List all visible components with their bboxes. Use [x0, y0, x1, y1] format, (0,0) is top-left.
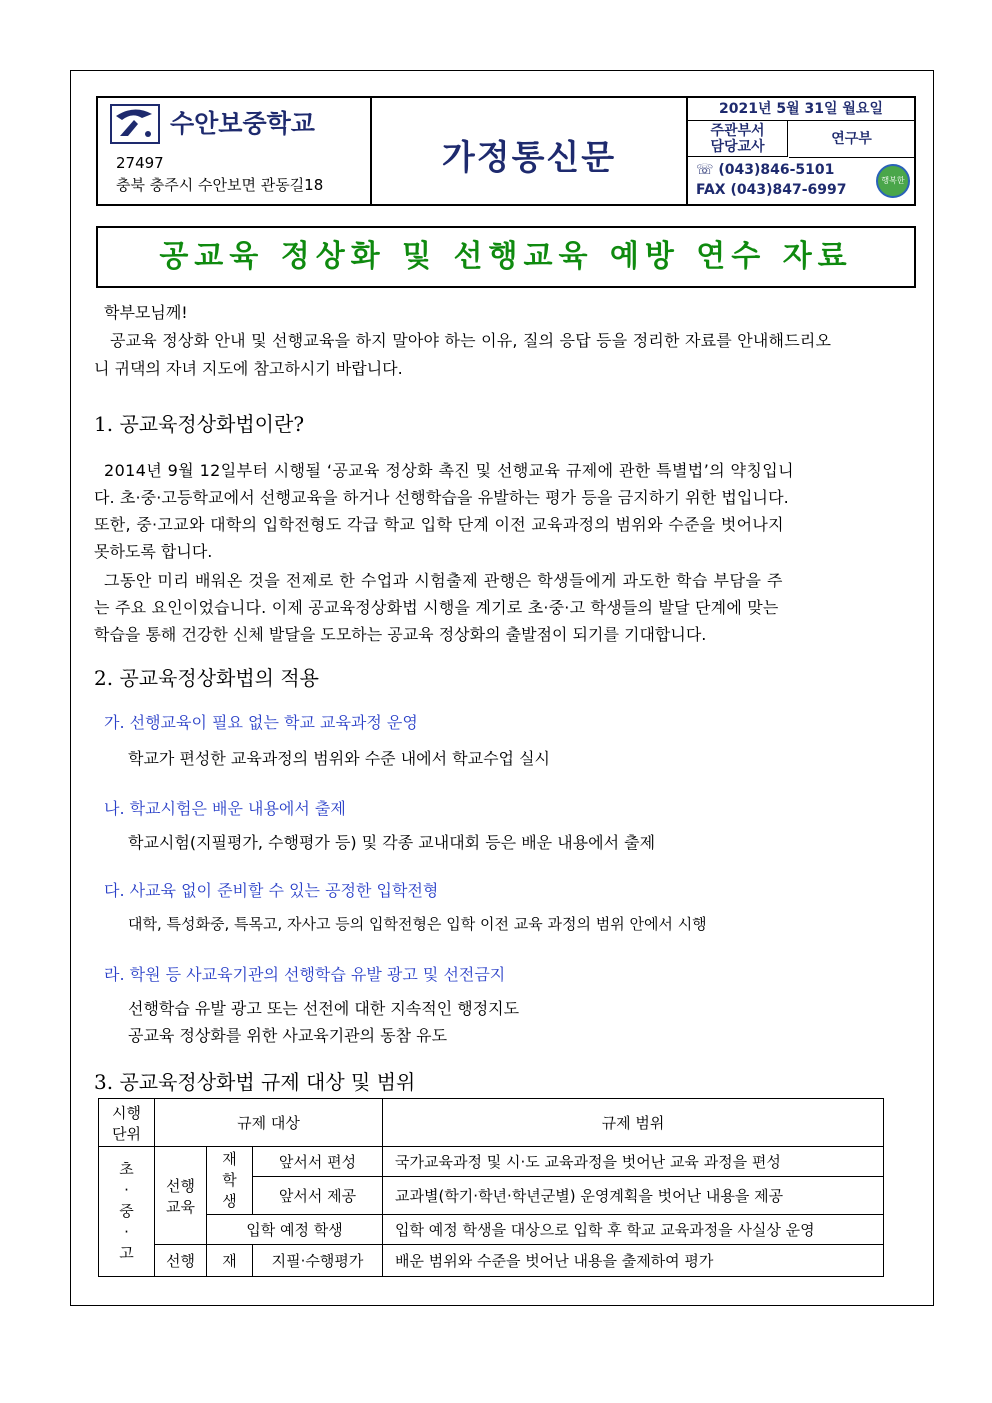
- group-label-1: 선행: [166, 1176, 195, 1195]
- greeting: 학부모님께!: [104, 303, 188, 322]
- enrolled-char: 재: [222, 1150, 237, 1168]
- intro-line-2: 니 귀댁의 자녀 지도에 참고하시기 바랍니다.: [94, 359, 403, 378]
- group-cell: 선행: [155, 1245, 207, 1277]
- s1-line: 또한, 중·고교와 대학의 입학전형도 각급 학교 입학 단계 이전 교육과정의 범위와 수준을 벗어나지: [94, 515, 784, 534]
- phone-number: ☏ (043)846-5101: [696, 162, 835, 178]
- dept-value: 연구부: [789, 121, 914, 158]
- section-3-title: 3. 공교육정상화법 규제 대상 및 범위: [94, 1070, 416, 1094]
- topic-banner: [96, 226, 916, 288]
- scope-cell: 입학 예정 학생을 대상으로 입학 후 학교 교육과정을 사실상 운영: [383, 1215, 884, 1245]
- school-logo-icon: [110, 104, 160, 144]
- contact-cell: [688, 98, 914, 215]
- table-row: [99, 1245, 884, 1277]
- target-cell: 입학 예정 학생: [207, 1215, 383, 1245]
- dept-label-2: 담당교사: [710, 139, 765, 155]
- unit-char: 초: [119, 1160, 134, 1178]
- s1-line: 학습을 통해 건강한 신체 발달을 도모하는 공교육 정상화의 출발점이 되기를 기대합니다.: [94, 625, 707, 644]
- doc-title: 가정통신문: [441, 138, 617, 178]
- s1-line: 그동안 미리 배워온 것을 전제로 한 수업과 시험출제 관행은 학생들에게 과도한 학습 부담을 주: [104, 571, 783, 590]
- table-row: [99, 1147, 884, 1177]
- table-row: [99, 1099, 884, 1147]
- unit-char: ·: [124, 1181, 129, 1199]
- s2-item-body: 학교가 편성한 교육과정의 범위와 수준 내에서 학교수업 실시: [128, 749, 551, 768]
- s1-line: 다. 초·중·고등학교에서 선행교육을 하거나 선행학습을 유발하는 평가 등을 금지하기 위한 법입니다.: [94, 488, 789, 507]
- doc-title-cell: [372, 98, 688, 204]
- campaign-badge-icon: 행복한 세상: [876, 164, 910, 198]
- target-cell: 앞서서 편성: [253, 1147, 383, 1177]
- scope-cell: 국가교육과정 및 시·도 교육과정을 벗어난 교육 과정을 편성: [383, 1147, 884, 1177]
- target-cell: 앞서서 제공: [253, 1177, 383, 1215]
- enrolled-cell: 재: [207, 1245, 253, 1277]
- header-unit-1: 시행: [112, 1103, 141, 1122]
- s2-item-head: 나. 학교시험은 배운 내용에서 출제: [104, 799, 346, 818]
- header-unit-2: 단위: [112, 1124, 141, 1143]
- s2-item-body: 학교시험(지필평가, 수행평가 등) 및 각종 교내대회 등은 배운 내용에서 출제: [128, 833, 656, 852]
- s1-line: 못하도록 합니다.: [94, 542, 213, 561]
- school-address: 충북 충주시 수안보면 관동길18: [116, 176, 324, 194]
- dept-label: [688, 121, 788, 157]
- school-name: 수안보중학교: [170, 109, 315, 138]
- unit-char: 중: [119, 1202, 134, 1220]
- s2-item-body: 공교육 정상화를 위한 사교육기관의 동참 유도: [128, 1026, 448, 1045]
- school-info: [98, 98, 372, 204]
- letterhead: [96, 96, 916, 215]
- target-cell: 지필·수행평가: [253, 1245, 383, 1277]
- dept-label-1: 주관부서: [710, 123, 765, 139]
- s2-item-body: 대학, 특성화중, 특목고, 자사고 등의 입학전형은 입학 이전 교육 과정의 범위 안에서 시행: [128, 915, 707, 933]
- s2-item-head: 다. 사교육 없이 준비할 수 있는 공정한 입학전형: [104, 881, 439, 900]
- regulation-table: [98, 1098, 884, 1277]
- enrolled-cell: [207, 1147, 253, 1215]
- intro-line-1: 공교육 정상화 안내 및 선행교육을 하지 말아야 하는 이유, 질의 응답 등을 정리한 자료를 안내해드리오: [110, 331, 832, 350]
- scope-cell: 배운 범위와 수준을 벗어난 내용을 출제하여 평가: [383, 1245, 884, 1277]
- header-cell: 규제 대상: [155, 1099, 383, 1147]
- group-cell: [155, 1147, 207, 1245]
- banner-title: 공교육 정상화 및 선행교육 예방 연수 자료: [159, 239, 853, 274]
- unit-char: 고: [119, 1244, 134, 1262]
- issue-date: 2021년 5월 31일 월요일: [688, 98, 914, 121]
- zip-code: 27497: [116, 154, 164, 172]
- s2-item-head: 가. 선행교육이 필요 없는 학교 교육과정 운영: [104, 713, 418, 732]
- s2-item-body: 선행학습 유발 광고 또는 선전에 대한 지속적인 행정지도: [128, 999, 520, 1018]
- group-label-2: 교육: [166, 1197, 195, 1216]
- section-2-title: 2. 공교육정상화법의 적용: [94, 666, 319, 690]
- fax-number: FAX (043)847-6997: [696, 182, 847, 198]
- s1-line: 2014년 9월 12일부터 시행될 ‘공교육 정상화 촉진 및 선행교육 규제에 관한 특별법’의 약칭입니: [104, 461, 794, 480]
- enrolled-char: 학: [222, 1171, 237, 1189]
- s2-item-head: 라. 학원 등 사교육기관의 선행학습 유발 광고 및 선전금지: [104, 965, 506, 984]
- header-cell: [99, 1099, 155, 1147]
- s1-line: 는 주요 요인이었습니다. 이제 공교육정상화법 시행을 계기로 초·중·고 학생들의 발달 단계에 맞는: [94, 598, 779, 617]
- unit-char: ·: [124, 1223, 129, 1241]
- section-1-title: 1. 공교육정상화법이란?: [94, 412, 305, 436]
- unit-cell: [99, 1147, 155, 1277]
- enrolled-char: 생: [222, 1192, 237, 1210]
- header-cell: 규제 범위: [383, 1099, 884, 1147]
- scope-cell: 교과별(학기·학년·학년군별) 운영계획을 벗어난 내용을 제공: [383, 1177, 884, 1215]
- table-row: [99, 1215, 884, 1245]
